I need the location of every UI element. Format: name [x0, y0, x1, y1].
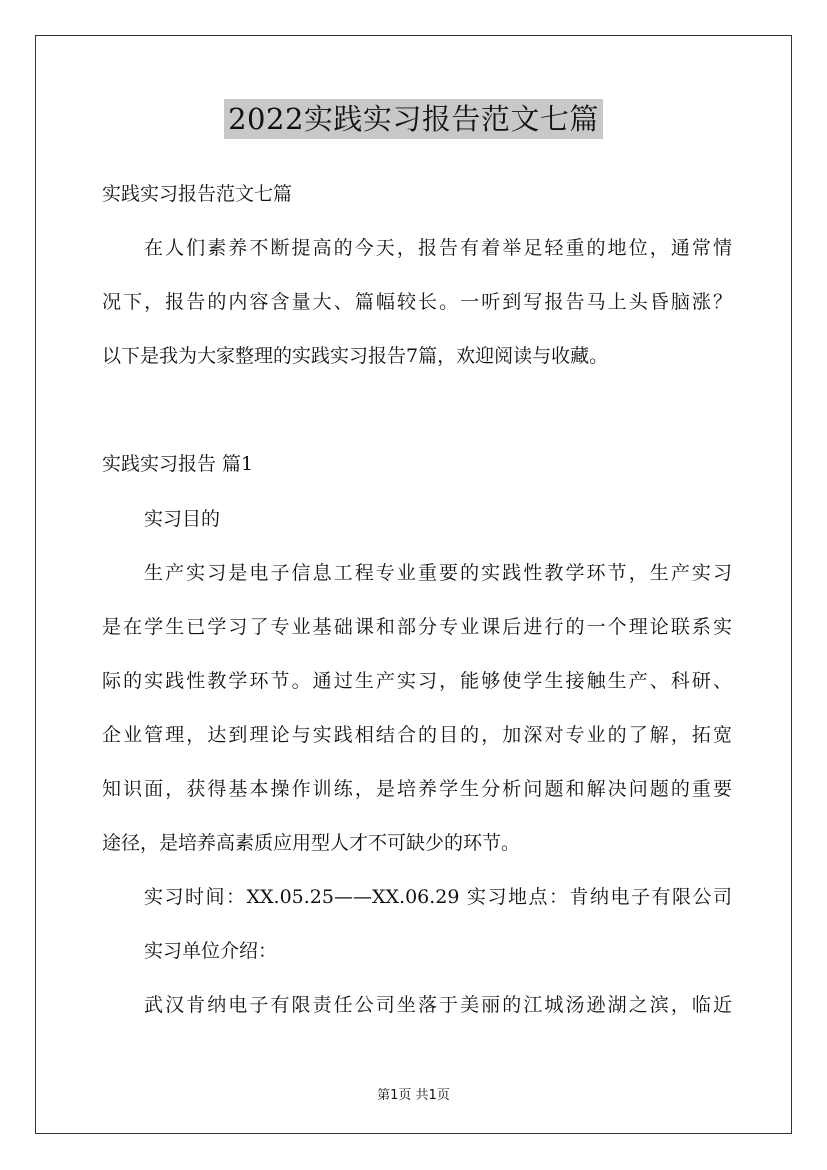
document-subtitle: 实践实习报告范文七篇 [102, 183, 293, 205]
unit-line-1: 武汉肯纳电子有限责任公司坐落于美丽的江城汤逊湖之滨，临近 [144, 994, 732, 1016]
purpose-line-5: 知识面，获得基本操作训练，是培养学生分析问题和解决问题的重要 [102, 778, 732, 800]
purpose-line-2: 是在学生已学习了专业基础课和部分专业课后进行的一个理论联系实 [102, 616, 732, 638]
purpose-line-6: 途径，是培养高素质应用型人才不可缺少的环节。 [102, 832, 521, 854]
time-place-line: 实习时间：XX.05.25——XX.06.29 实习地点：肯纳电子有限公司 [144, 886, 732, 908]
section-heading: 实践实习报告 篇1 [102, 453, 254, 475]
unit-heading: 实习单位介绍： [144, 940, 278, 962]
title-container [0, 99, 827, 139]
purpose-line-4: 企业管理，达到理论与实践相结合的目的，加深对专业的了解，拓宽 [102, 724, 732, 746]
purpose-line-1: 生产实习是电子信息工程专业重要的实践性教学环节，生产实习 [144, 562, 732, 584]
intro-line-3: 以下是我为大家整理的实践实习报告7篇，欢迎阅读与收藏。 [102, 345, 609, 367]
document-title: 2022实践实习报告范文七篇 [224, 99, 603, 139]
purpose-line-3: 际的实践性教学环节。通过生产实习，能够使学生接触生产、科研、 [102, 670, 732, 692]
intro-line-2: 况下，报告的内容含量大、篇幅较长。一听到写报告马上头昏脑涨？ [102, 291, 732, 313]
intro-line-1: 在人们素养不断提高的今天，报告有着举足轻重的地位，通常情 [144, 237, 732, 259]
purpose-heading: 实习目的 [144, 508, 221, 530]
page-footer: 第1页 共1页 [377, 1088, 450, 1103]
